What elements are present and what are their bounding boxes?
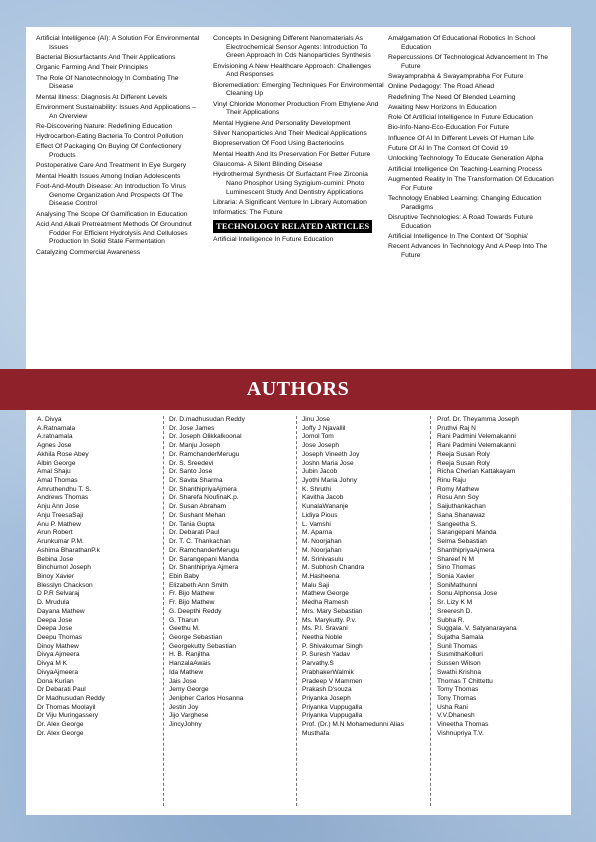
column-divider (163, 416, 164, 806)
author-name: Ms. P.I. Sravani (302, 625, 348, 633)
topic-item: Mental Health Issues Among Indian Adolescents (36, 172, 181, 180)
author-name: Sujatha Samala (437, 633, 484, 641)
author-name: Thomas T Chittettu (437, 677, 493, 685)
author-name: Prakash D'souza (302, 686, 352, 694)
author-name: Albin George (37, 459, 76, 467)
author-name: Kavitha Jacob (302, 494, 344, 502)
author-name: Dr. Santo Jose (169, 468, 213, 476)
author-name: Andrews Thomas (37, 494, 89, 502)
topic-item: Re-Discovering Nature: Redefining Education (36, 122, 173, 130)
topic-item: Concepts In Designing Different Nanomaterials As Electrochemical Sensor Agents: Introduction To Green Approach In Cds Nanoparticles Synthesis (213, 35, 371, 60)
author-name: Dr. Alex George (37, 721, 84, 729)
topic-item: Catalyzing Commercial Awareness (36, 248, 141, 256)
author-name: Tomy Thomas (437, 686, 479, 694)
topic-item: Influence Of AI In Different Levels Of Human Life (388, 134, 534, 142)
author-name: Jestin Joy (169, 703, 199, 711)
author-name: Fr. Bijo Mathew (169, 599, 215, 607)
author-name: JincyJohny (169, 721, 202, 729)
author-name: Neetha Noble (302, 633, 343, 641)
author-name: Jemy George (169, 686, 209, 694)
topics-column-1 (36, 35, 204, 259)
column-divider (296, 416, 297, 806)
author-name: Georgekutty Sebastian (169, 642, 237, 650)
author-name: Dr Debarati Paul (37, 686, 86, 694)
author-name: Vineetha Thomas (437, 721, 489, 729)
author-name: Dayana Mathew (37, 607, 85, 615)
author-name: SoniMathunni (437, 581, 478, 589)
author-name: Binchumol Joseph (37, 564, 91, 572)
author-name: Saijuthankachan (437, 503, 486, 511)
author-name: George Sebastian (169, 633, 223, 641)
author-name: Binoy Xavier (37, 572, 75, 580)
topic-item: Analysing The Scope Of Gamification In Education (36, 210, 188, 218)
author-name: Vishnupriya T.V. (437, 729, 484, 737)
author-name: Dr. RamchanderMerugu (169, 450, 240, 458)
author-name: Geethu M. (169, 625, 200, 633)
author-name: Dr. Joseph Olikkalkoonal (169, 433, 242, 441)
author-name: L. Vamshi (302, 520, 331, 528)
author-name: Dr. Manju Joseph (169, 442, 221, 450)
author-name: A. Divya (37, 416, 62, 423)
author-name: M. Srinivasulu (302, 555, 344, 563)
author-name: Prof. (Dr.) M.N Mohamedunni Alias (302, 721, 404, 729)
author-name: Musthafa (302, 729, 330, 737)
author-name: Priyanka Vuppugalla (302, 712, 363, 720)
author-name: P. Shivakumar Singh (302, 642, 363, 650)
author-name: Joshn Maria Jose (302, 459, 354, 467)
topic-item: Hydrothermal Synthesis Of Surfactant Free Zirconia Nano Phosphor Using Syzigium-cumini: Photo Luminescent Study And Dentistry Applications (213, 171, 368, 196)
author-name: Agnes Jose (37, 442, 72, 450)
authors-column-2 (169, 416, 294, 806)
topic-item: Foot-And-Mouth Disease: An Introduction To Virus Genome Organization And Prospects Of The Disease Control (36, 183, 186, 208)
topic-item: Artificial Intelligence On Teaching-Learning Process (388, 165, 543, 173)
author-name: Rani Padmini Velemakanni (437, 433, 516, 441)
author-name: Dr. Sushant Mehan (169, 511, 226, 519)
author-name: Reeja Susan Roly (437, 450, 490, 458)
topic-item: Disruptive Technologies: A Road Towards Future Education (388, 213, 533, 230)
content-panel (26, 27, 571, 815)
author-name: Jubin Jacob (302, 468, 338, 476)
author-name: DivyaAjmeera (37, 668, 79, 676)
topic-item: Awaiting New Horizons In Education (388, 103, 497, 111)
authors-title: AUTHORS (246, 378, 350, 400)
author-name: Romy Mathew (437, 485, 480, 493)
author-name: Dr. RamchanderMerugu (169, 546, 240, 554)
author-name: Sr. Lizy K M (437, 599, 473, 607)
author-name: Dr. Sharefa NoufinaK.p. (169, 494, 239, 502)
author-name: PrabhakerWalmik (302, 668, 354, 676)
author-name: Sana Shanawaz (437, 511, 486, 519)
topics-column-2-after-list (213, 236, 384, 245)
topic-item: Artificial Intelligence In The Context Of 'Sophia' (388, 232, 529, 240)
topic-item: Redefining The Need Of Blended Learning (388, 93, 516, 101)
author-name: D. Mrudula (37, 599, 70, 607)
author-name: Selma Sebastian (437, 538, 487, 546)
topic-item: Bacterial Biosurfactants And Their Applications (36, 54, 176, 61)
author-name: Dr. Debarati Paul (169, 529, 220, 537)
author-name: Amruthendhu T. S. (37, 485, 92, 493)
author-name: Sino Thomas (437, 564, 476, 572)
topic-item: Effect Of Packaging On Buying Of Confectionery Products (36, 143, 182, 160)
author-name: Sangeetha S. (437, 520, 477, 528)
topic-item: Bioremediation: Emerging Techniques For Environmental Cleaning Up (213, 81, 384, 98)
author-name: Swathi Krishna (437, 668, 481, 676)
author-name: Dr. Jose James (169, 424, 215, 432)
topic-item: Biopreservation Of Food Using Bacteriocins (213, 140, 344, 148)
author-name: Akhila Rose Abey (37, 450, 89, 458)
author-name: Dr Madhusudan Reddy (37, 695, 105, 702)
author-name: Subha R. (437, 616, 465, 624)
author-name: Jais Jose (169, 677, 197, 685)
author-name: M. Noorjahan (302, 538, 342, 546)
author-name: Joffy J Njavallil (302, 424, 346, 432)
topic-item: Unlocking Technology To Educate Generation Alpha (388, 155, 544, 163)
author-name: Jomol Tom (302, 433, 334, 441)
topic-item: Role Of Artificial Intelligence In Future Education (388, 114, 533, 122)
topic-item: Mental Hygiene And Personality Development (213, 119, 351, 127)
author-name: Malu Saji (302, 581, 330, 589)
topics-column-2-list (213, 35, 384, 218)
topic-item: Future Of AI In The Context Of Covid 19 (388, 145, 508, 153)
authors-section (37, 416, 563, 808)
author-name: D P.R Selvaraj (37, 590, 80, 598)
author-name: Sussen Wilson (437, 660, 481, 668)
author-name: Suggala. V. Satyanarayana (437, 625, 517, 633)
author-name: G. Deepthi Reddy (169, 607, 222, 615)
author-name: Mathew George (302, 590, 349, 598)
author-name: Dr. T. C. Thankachan (169, 538, 231, 546)
topic-item: Postoperative Care And Treatment In Eye Surgery (36, 162, 187, 170)
author-name: Bebina Jose (37, 555, 74, 563)
author-name: Dr. ShanthipriyaAjmera (169, 485, 237, 493)
topic-item: Libraria: A Significant Venture In Library Automation (213, 198, 367, 206)
topics-column-3 (388, 35, 564, 262)
author-name: Dr. Alex George (37, 729, 84, 737)
author-name: Dr. D.madhusudan Reddy (169, 416, 245, 423)
topic-item: Swayamprabha & Swayamprabha For Future (388, 73, 524, 80)
author-name: Shareef N M (437, 555, 475, 563)
author-name: Divya M K (37, 660, 68, 668)
topic-item: Glaucoma- A Silent Blinding Disease (213, 160, 323, 168)
author-name: Priyanka Vuppugalla (302, 703, 363, 711)
author-name: Fr. Bijo Mathew (169, 590, 215, 598)
topic-item: Envisioning A New Healthcare Approach: Challenges And Responses (213, 62, 371, 79)
author-name: Rosu Ann Soy (437, 494, 479, 502)
author-name: Rani Padmini Velemakanni (437, 442, 516, 450)
author-name: Dona Kurian (37, 677, 74, 685)
author-name: Ida Mathew (169, 668, 204, 676)
author-name: P. Suresh Yadav (302, 651, 351, 659)
author-name: HanzalaAwais (169, 660, 211, 668)
author-name: G. Tharun (169, 616, 199, 624)
author-name: Prof. Dr. Theyamma Joseph (437, 416, 519, 423)
author-name: Joseph Vineeth Joy (302, 450, 360, 458)
author-name: Jenipher Carlos Hosanna (169, 695, 244, 702)
topic-item: Bio-Info-Nano-Eco-Education For Future (388, 124, 510, 132)
topic-item: Vinyl Chloride Monomer Production From Ethylene And Their Applications (213, 100, 379, 117)
topic-item: Mental Health And Its Preservation For Better Future (213, 150, 371, 158)
author-name: Dr. Susan Abraham (169, 503, 227, 511)
author-name: Priyanka Joseph (302, 695, 351, 702)
author-name: Anu P. Mathew (37, 520, 81, 528)
author-name: Dr Viju Muringassery (37, 712, 99, 720)
author-name: Dinoy Mathew (37, 642, 79, 650)
topic-item: Hydrocarbon-Eating Bacteria To Control Pollution (36, 133, 183, 141)
topic-item: Organic Farming And Their Principles (36, 64, 149, 72)
author-name: Tony Thomas (437, 695, 477, 702)
author-name: ShanthipriyaAjmera (437, 546, 495, 554)
topic-item: Artificial Intelligence (AI): A Solution For Environmental Issues (36, 35, 200, 51)
author-name: Deepu Thomas (37, 633, 82, 641)
topic-item: Recent Advances In Technology And A Peep Into The Future (388, 243, 548, 259)
topic-item: Informatics: The Future (213, 209, 283, 217)
author-name: Dr. Shanthipriya Ajmera (169, 564, 239, 572)
author-name: Lidiya Pious (302, 511, 338, 519)
author-name: M. Noorjahan (302, 546, 342, 554)
author-name: Deepa Jose (37, 616, 73, 624)
author-name: Elizabeth Ann Smith (169, 581, 229, 589)
author-name: Reeja Susan Roly (437, 459, 490, 467)
author-name: V.V.Dhanesh (437, 712, 475, 720)
author-name: Amal Thomas (37, 477, 78, 485)
column-divider (430, 416, 431, 806)
authors-column-4 (437, 416, 562, 806)
author-name: H. B. Ranjitha (169, 651, 210, 659)
author-name: Sreeresh D. (437, 607, 473, 615)
author-name: Sonia Xavier (437, 572, 475, 580)
author-name: M. Aparna (302, 529, 333, 537)
author-name: Jyothi Maria Johny (302, 477, 357, 485)
author-name: Arun Robert (37, 529, 73, 537)
author-name: Rinu Raju (437, 477, 466, 485)
author-name: Sunil Thomas (437, 642, 478, 650)
author-name: M. Subhosh Chandra (302, 564, 365, 572)
author-name: Anju Ann Jose (37, 503, 80, 511)
topic-item: Environment Sustainability: Issues And Applications – An Overview (36, 103, 196, 120)
topic-item: Mental Illness: Diagnosis At Different Levels (36, 93, 168, 101)
author-name: Dr. S. Sreedevi (169, 459, 214, 467)
author-name: Deepa Jose (37, 625, 73, 633)
author-name: Divya Ajmeera (37, 651, 80, 659)
author-name: Dr. Savita Sharma (169, 477, 223, 485)
author-name: M.Hasheena (302, 572, 340, 580)
author-name: Arunkumar P.M. (37, 538, 84, 546)
authors-banner (0, 369, 596, 410)
topic-item: Technology Enabled Learning: Changing Education Paradigms (388, 194, 542, 211)
author-name: Amal Shaju (37, 468, 71, 476)
author-name: Ashima BharathanP.k (37, 546, 100, 554)
author-name: Medha Ramesh (302, 599, 349, 607)
topic-item: Online Pedagogy: The Road Ahead (388, 83, 495, 91)
author-name: Jose Joseph (302, 442, 340, 450)
author-name: Dr Thomas Moolayil (37, 703, 96, 711)
author-name: Ebin Baby (169, 572, 200, 580)
topics-section (36, 35, 564, 365)
topic-item: Augmented Reality In The Transformation Of Education For Future (388, 175, 554, 192)
author-name: Parvathy.S (302, 660, 334, 668)
author-name: A.Ratnamala (37, 424, 76, 432)
topics-column-2 (213, 35, 384, 247)
author-name: Jinu Jose (302, 416, 330, 423)
topic-item: Artificial Intelligence In Future Education (213, 236, 334, 244)
author-name: Pradeep V Mammen (302, 677, 363, 685)
topic-item: The Role Of Nanotechnology In Combating The Disease (36, 74, 179, 91)
author-name: KunalaWananje (302, 503, 349, 511)
author-name: K. Shruthi (302, 485, 331, 493)
author-name: Sarangepani Manda (437, 529, 497, 537)
author-name: Ms. Marykutty. P.v. (302, 616, 357, 624)
topic-item: Amalgamation Of Educational Robotics In School Education (388, 35, 536, 51)
author-name: Dr. Tania Gupta (169, 520, 215, 528)
author-name: Pruthvi Raj N (437, 424, 476, 432)
author-name: Blesslyn Chackson (37, 581, 93, 589)
topic-item: Silver Nanoparticles And Their Medical Applications (213, 130, 367, 137)
authors-column-3 (302, 416, 427, 806)
author-name: Dr. Sarangepani Manda (169, 555, 239, 563)
author-name: Mrs. Mary Sebastian (302, 607, 363, 615)
author-name: Sonu Alphonsa Jose (437, 590, 498, 598)
authors-column-1 (37, 416, 162, 806)
topic-item: Acid And Alkali Pretreatment Methods Of Groundnut Fodder For Efficient Hydrolysis And Celluloses Production In Solid State Fermentation (36, 221, 192, 246)
author-name: Usha Rani (437, 703, 468, 711)
author-name: Richa Cherian Kattakayam (437, 468, 516, 476)
technology-articles-heading: TECHNOLOGY RELATED ARTICLES (213, 220, 372, 233)
author-name: Jijo Varghese (169, 712, 209, 720)
author-name: A.ratnamala (37, 433, 73, 441)
topic-item: Repercussions Of Technological Advancement In The Future (388, 54, 548, 70)
author-name: Anju TreesaSaji (37, 511, 84, 519)
author-name: SusmithaKolluri (437, 651, 483, 659)
